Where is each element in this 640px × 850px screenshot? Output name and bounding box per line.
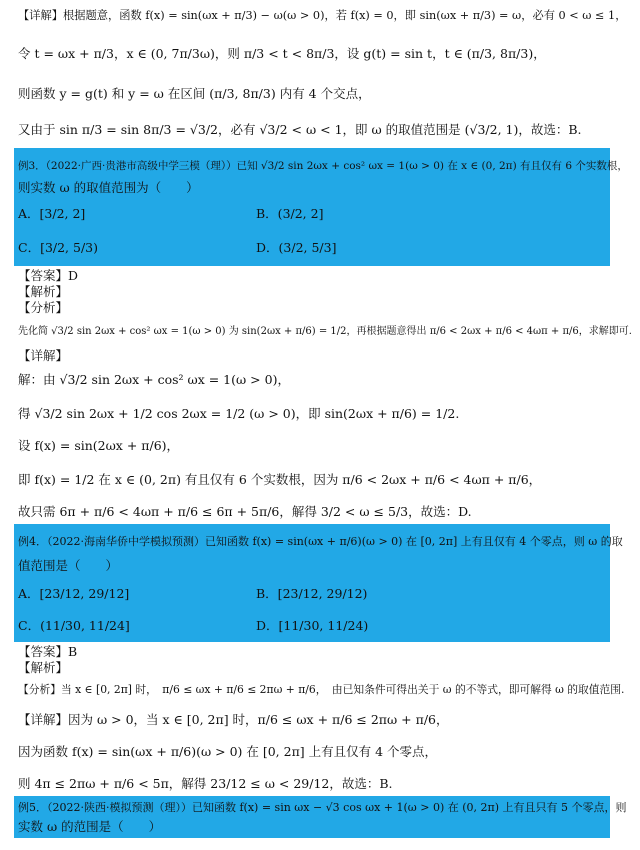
option-a: A．[3/2, 2] bbox=[18, 206, 86, 221]
example-3-question-cont: 则实数 ω 的取值范围为（ ） bbox=[18, 180, 199, 195]
example-4-answer: 【答案】B bbox=[18, 644, 78, 659]
example-3-step-3: 设 f(x) = sin(2ωx + π/6)， bbox=[18, 438, 180, 453]
example-3-step-1: 解：由 √3/2 sin 2ωx + cos² ωx = 1(ω > 0)， bbox=[18, 372, 290, 387]
option-a: A．[23/12, 29/12] bbox=[18, 586, 130, 601]
example-3-answer: 【答案】D bbox=[18, 268, 79, 283]
option-c: C．[3/2, 5/3) bbox=[18, 240, 98, 255]
example-4-question: 例4．（2022·海南华侨中学模拟预测）已知函数 f(x) = sin(ωx + π/6)(ω > 0) 在 [0, 2π] 上有且仅有 4 个零点，则 ω 的取 bbox=[18, 535, 623, 548]
example-4-step-1: 因为函数 f(x) = sin(ωx + π/6)(ω > 0) 在 [0, 2π] 上有且仅有 4 个零点， bbox=[18, 744, 438, 759]
option-d: D．(3/2, 5/3] bbox=[256, 240, 337, 255]
option-c: C．(11/30, 11/24] bbox=[18, 618, 130, 633]
example-5-question: 例5．（2022·陕西·模拟预测（理））已知函数 f(x) = sin ωx − √3 cos ωx + 1(ω > 0) 在 (0, 2π) 上有且只有 5 个零点，则 bbox=[18, 801, 627, 814]
example-3-analysis-tag: 【解析】 bbox=[18, 284, 69, 299]
example-3-step-4: 即 f(x) = 1/2 在 x ∈ (0, 2π) 有且仅有 6 个实数根，因为 π/6 < 2ωx + π/6 < 4ωπ + π/6， bbox=[18, 472, 542, 487]
example-4-fenxi: 【分析】当 x ∈ [0, 2π] 时， π/6 ≤ ωx + π/6 ≤ 2πω + π/6， 由已知条件可得出关于 ω 的不等式，即可解得 ω 的取值范围. bbox=[18, 683, 625, 696]
example-4-step-2: 则 4π ≤ 2πω + π/6 < 5π，解得 23/12 ≤ ω < 29/12，故选：B. bbox=[18, 776, 393, 791]
option-b: B．(3/2, 2] bbox=[256, 206, 324, 221]
example-3-fenxi-tag: 【分析】 bbox=[18, 300, 69, 315]
example-4-question-cont: 值范围是（ ） bbox=[18, 558, 119, 573]
explanation-line-3: 则函数 y = g(t) 和 y = ω 在区间 (π/3, 8π/3) 内有 4 个交点， bbox=[18, 86, 371, 101]
explanation-line-4: 又由于 sin π/3 = sin 8π/3 = √3/2，必有 √3/2 < ω < 1，即 ω 的取值范围是 (√3/2, 1)，故选：B. bbox=[18, 122, 582, 137]
example-5-question-cont: 实数 ω 的范围是（ ） bbox=[18, 819, 162, 834]
example-3-fenxi: 先化简 √3/2 sin 2ωx + cos² ωx = 1(ω > 0) 为 sin(2ωx + π/6) = 1/2，再根据题意得出 π/6 < 2ωx + π/6 < 4ωπ + π/6，求解即可. bbox=[18, 326, 632, 337]
example-3-step-2: 得 √3/2 sin 2ωx + 1/2 cos 2ωx = 1/2 (ω > 0)，即 sin(2ωx + π/6) = 1/2. bbox=[18, 406, 460, 421]
explanation-line-1: 【详解】根据题意，函数 f(x) = sin(ωx + π/3) − ω(ω > 0)，若 f(x) = 0，即 sin(ωx + π/3) = ω，必有 0 < ω ≤ 1， bbox=[18, 9, 627, 22]
example-4-xiangjie: 【详解】因为 ω > 0，当 x ∈ [0, 2π] 时，π/6 ≤ ωx + π/6 ≤ 2πω + π/6， bbox=[18, 712, 449, 727]
example-4-analysis-tag: 【解析】 bbox=[18, 660, 69, 675]
option-d: D．[11/30, 11/24) bbox=[256, 618, 369, 633]
example-3-step-5: 故只需 6π + π/6 < 4ωπ + π/6 ≤ 6π + 5π/6，解得 3/2 < ω ≤ 5/3，故选：D. bbox=[18, 504, 472, 519]
option-b: B．[23/12, 29/12) bbox=[256, 586, 368, 601]
explanation-line-2: 令 t = ωx + π/3，x ∈ (0, 7π/3ω)，则 π/3 < t < 8π/3，设 g(t) = sin t，t ∈ (π/3, 8π/3)， bbox=[18, 46, 546, 61]
example-3-question: 例3．（2022·广西·贵港市高级中学三模（理））已知 √3/2 sin 2ωx + cos² ωx = 1(ω > 0) 在 x ∈ (0, 2π) 有且仅有 6 个实数根， bbox=[18, 160, 628, 172]
example-3-xiangjie-tag: 【详解】 bbox=[18, 348, 69, 363]
